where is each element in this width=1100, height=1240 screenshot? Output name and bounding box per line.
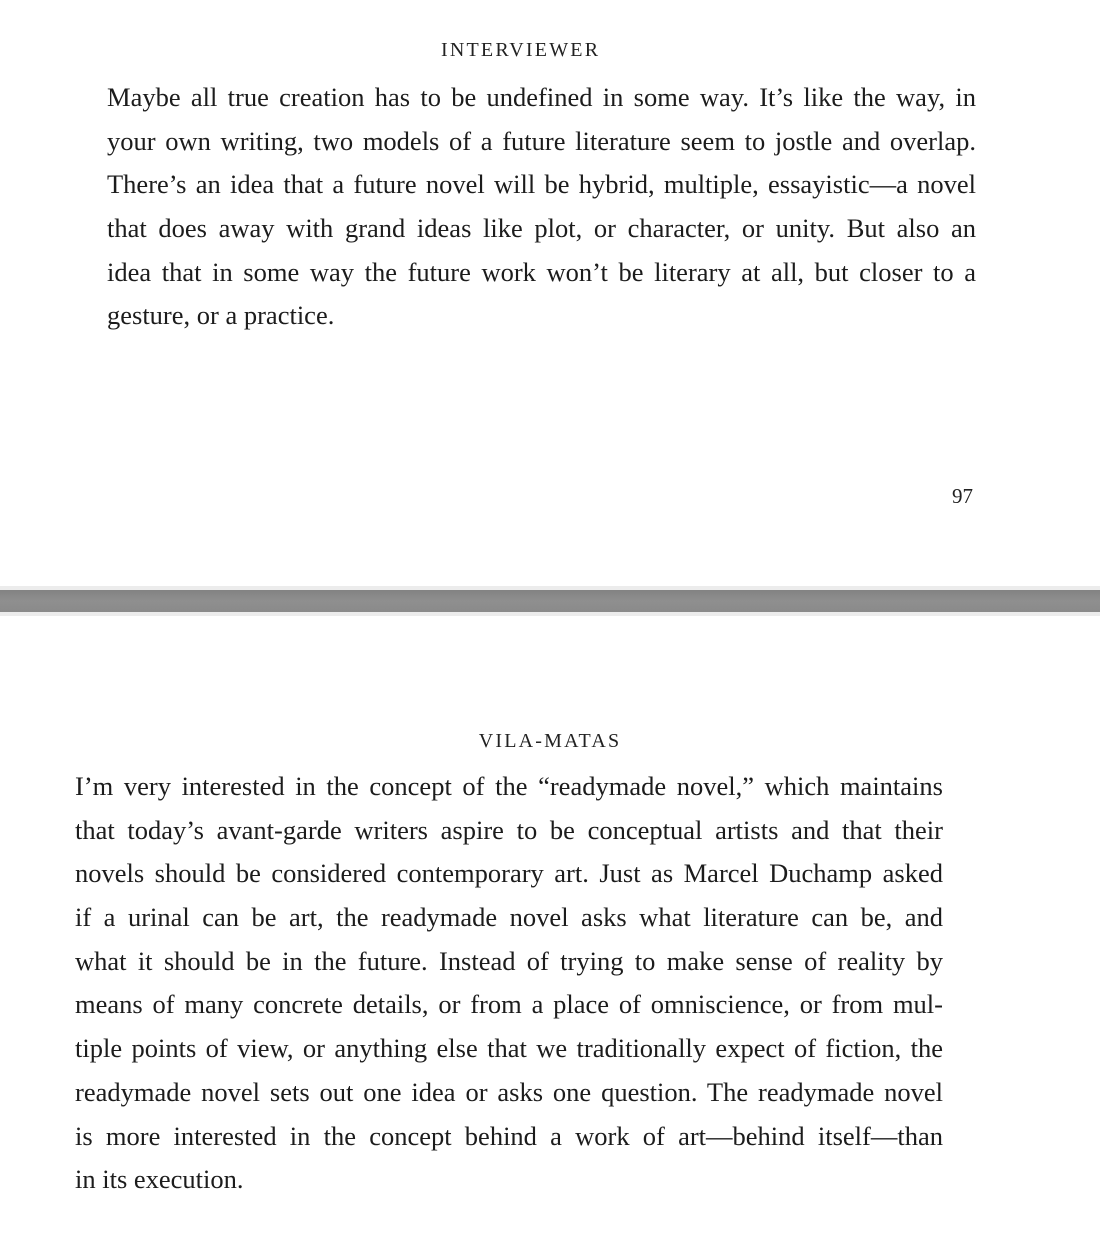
text-line: idea that in some way the future work won’t be literary at all, but closer to a: [107, 256, 976, 287]
text-line: tiple points of view, or anything else that we traditionally expect of fiction, the: [75, 1033, 943, 1064]
speaker-label-vila-matas: VILA-MATAS: [478, 730, 622, 752]
interviewer-paragraph: [107, 76, 976, 338]
text-line: is more interested in the concept behind a work of art—behind itself—than: [75, 1120, 943, 1151]
text-line: readymade novel sets out one idea or asks one question. The readymade novel: [75, 1076, 943, 1107]
text-line: Maybe all true creation has to be undefined in some way. It’s like the way, in: [107, 82, 976, 112]
text-line: in its execution.: [75, 1164, 244, 1195]
page-gap-bar: [0, 590, 1100, 612]
page-divider: [0, 586, 1100, 616]
text-line: I’m very interested in the concept of the “readymade novel,” which maintains: [75, 771, 943, 801]
text-line: means of many concrete details, or from a place of omniscience, or from mul-: [75, 989, 943, 1020]
text-line: that does away with grand ideas like plot, or character, or unity. But also an: [107, 213, 976, 244]
text-line: that today’s avant-garde writers aspire to be conceptual artists and that their: [75, 814, 943, 845]
text-line: what it should be in the future. Instead of trying to make sense of reality by: [75, 945, 943, 976]
text-line: There’s an idea that a future novel will be hybrid, multiple, essayistic—a novel: [107, 169, 976, 200]
vila-matas-paragraph: [75, 765, 943, 1202]
speaker-label-interviewer: INTERVIEWER: [441, 39, 601, 61]
text-line: your own writing, two models of a future literature seem to jostle and overlap.: [107, 125, 976, 156]
text-line: novels should be considered contemporary art. Just as Marcel Duchamp asked: [75, 858, 943, 889]
text-line: gesture, or a practice.: [107, 300, 335, 331]
page-number: 97: [952, 484, 973, 508]
text-line: if a urinal can be art, the readymade novel asks what literature can be, and: [75, 902, 943, 933]
